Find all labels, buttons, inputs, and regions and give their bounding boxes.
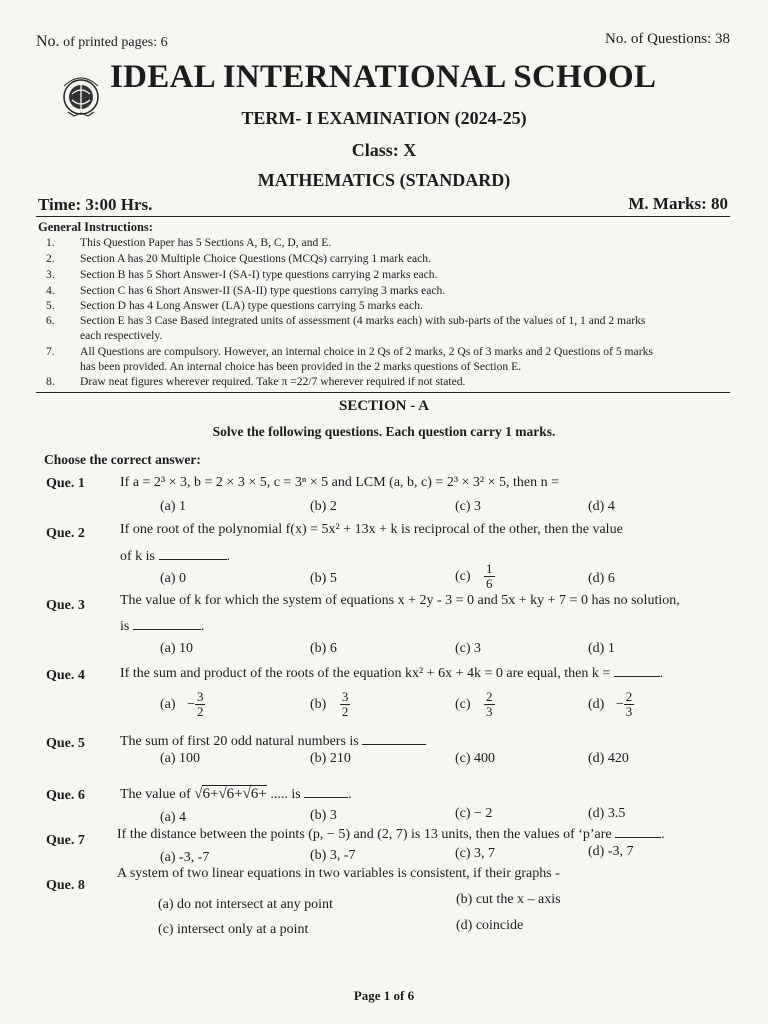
question-text: If one root of the polynomial f(x) = 5x² + 13x + k is reciprocal of the other, then the value — [120, 522, 623, 537]
question-text: If the distance between the points (p, − 5) and (2, 7) is 13 units, then the values of ‘p’are . — [117, 827, 665, 842]
question-number: Que. 4 — [46, 668, 85, 683]
fraction: $\frac{3}{2}$ — [196, 689, 204, 720]
question-number: Que. 6 — [46, 788, 85, 803]
option-d: (d) coincide — [456, 918, 524, 933]
option-c: (c) 3, 7 — [455, 846, 496, 861]
school-name: IDEAL INTERNATIONAL SCHOOL — [110, 59, 657, 95]
printed-pages-prefix: No. — [36, 33, 60, 50]
answer-blank — [133, 629, 201, 630]
option-b: (b) 6 — [310, 641, 337, 656]
printed-pages-label: of printed pages: 6 — [63, 35, 168, 50]
question-text-continued: of k is . — [120, 549, 230, 564]
exam-page: No. of printed pages: 6 No. of Questions: 38 IDEAL INTERNATIONAL SCHOOL TERM- I EXAMINATION (2024-25) Class: X MATHEMATICS (STANDARD) Time: 3:00 Hrs. M. Marks: 80 General Instructions: 1. This Question Paper has 5 Sections A, B, C, D, and E. 2. Section A has 20 Multiple Choice Questions (MCQs) carrying 1 mark each. 3. Section B has 5 Short Answer-I (SA-I) type questions carrying 2 marks each. 4. Section C has 6 Short Answer-II (SA-II) type questions carrying 3 marks each. 5. Section D has 4 Long Answer (LA) type questions carrying 5 marks each. 6. Section E has 3 Case Based integrated units of assessment (4 marks each) with sub-parts of the values of 1, 1 and 2 marks each respectively. 7. All Questions are compulsory. However, an internal choice in 2 Qs of 2 marks, 2 Qs of 3 marks and 2 Questions of 5 marks has been provided. An internal choice has been provided in the 2 marks questions of Section E. 8. Draw neat figures wherever required. Take π =22/7 wherever required if not stated. SECTION - A Solve the following questions. Each question carry 1 marks. Choose the correct answer: Que. 1 If a = 2³ × 3, b = 2 × 3 × 5, c = 3ⁿ × 5 and LCM (a, b, c) = 2³ × 3² × 5, then n = (a) 1 (b) 2 (c) 3 (d) 4 Que. 2 If one root of the polynomial f(x) = 5x² + 13x + k is reciprocal of the other, then the value of k is . (a) 0 (b) 5 (c) $\frac{1}{6}$ (d) 6 Que. 3 The value of k for which the system of equations x + 2y - 3 = 0 and 5x + ky + 7 = 0 has no solution, is . (a) 10 (b) 6 (c) 3 (d) 1 Que. 4 If the sum and product of the roots of the equation kx² + 6x + 4k = 0 are equal, then k = . (a) − $\frac{3}{2}$ (b) $\frac{3}{2}$ (c) $\frac{2}{3}$ (d) − $\frac{2}{3}$ Que. 5 The sum of first 20 odd natural numbers is (a) 100 (b) 210 (c) 400 (d) 420 Que. 6 The value of √6+√6+√6+ ..... is . (a) 4 (b) 3 (c) − 2 (d) 3.5 Que. 7 If the distance between the points (p, − 5) and (2, 7) is 13 units, then the values of ‘p’are . (a) -3, -7 (b) 3, -7 (c) 3, 7 (d) -3, 7 Que. 8 A system of two linear equations in two variables is consistent, if their graphs - (a) do not intersect at any point (b) cut the x – axis (c) intersect only at a point (d) coincide Page 1 of 6 — [0, 0, 768, 1024]
question-number: Que. 2 — [46, 526, 85, 541]
fraction: $\frac{2}{3}$ — [625, 689, 633, 720]
question-number: Que. 8 — [46, 878, 85, 893]
option-c: (c) − 2 — [455, 806, 493, 821]
option-c: (c) 3 — [455, 641, 482, 656]
question-text: A system of two linear equations in two variables is consistent, if their graphs - — [117, 866, 560, 881]
option-d: (d) 420 — [588, 751, 629, 766]
answer-blank — [614, 676, 660, 677]
option-d: (d) 1 — [588, 641, 615, 656]
exam-time: Time: 3:00 Hrs. — [38, 195, 153, 214]
answer-blank — [362, 744, 426, 745]
radical-expression: √6+√6+√6+ — [194, 786, 267, 802]
question-text-continued: is . — [120, 619, 205, 634]
option-a: (a) − $\frac{3}{2}$ — [160, 689, 204, 720]
option-a: (a) do not intersect at any point — [158, 897, 333, 912]
section-title: SECTION - A — [338, 398, 430, 414]
option-b: (b) cut the x – axis — [456, 892, 561, 907]
max-marks: M. Marks: 80 — [628, 194, 728, 213]
option-a: (a) 10 — [160, 641, 194, 656]
answer-blank — [304, 797, 348, 798]
section-subtitle: Solve the following questions. Each question carry 1 marks. — [212, 424, 556, 439]
subject-title: MATHEMATICS (STANDARD) — [257, 170, 511, 190]
option-c: (c) 400 — [455, 751, 496, 766]
question-number: Que. 1 — [46, 476, 85, 491]
option-a: (a) 100 — [160, 751, 201, 766]
option-d: (d) 6 — [588, 571, 615, 586]
option-c: (c) intersect only at a point — [158, 922, 309, 937]
fraction: $\frac{3}{2}$ — [341, 689, 349, 720]
option-b: (b) 5 — [310, 571, 337, 586]
instructions-title: General Instructions: — [38, 220, 153, 234]
option-d: (d) -3, 7 — [588, 844, 634, 859]
option-a: (a) 0 — [160, 571, 187, 586]
question-number: Que. 7 — [46, 833, 85, 848]
option-c: (c) $\frac{2}{3}$ — [455, 689, 493, 720]
question-number: Que. 3 — [46, 598, 85, 613]
option-d: (d) 3.5 — [588, 806, 626, 821]
instructions-divider — [36, 392, 730, 393]
fraction: $\frac{1}{6}$ — [486, 561, 493, 592]
choose-instruction: Choose the correct answer: — [44, 452, 201, 467]
option-a: (a) 1 — [160, 499, 187, 514]
question-number: Que. 5 — [46, 736, 85, 751]
question-text: The value of k for which the system of equations x + 2y - 3 = 0 and 5x + ky + 7 = 0 has no solution, — [120, 593, 680, 608]
header-divider — [36, 216, 730, 217]
option-b: (b) 3, -7 — [310, 848, 356, 863]
option-b: (b) 2 — [310, 499, 337, 514]
option-b: (b) 3 — [310, 808, 337, 823]
answer-blank — [159, 559, 227, 560]
question-text: If a = 2³ × 3, b = 2 × 3 × 5, c = 3ⁿ × 5 and LCM (a, b, c) = 2³ × 3² × 5, then n = — [120, 475, 560, 490]
option-d: (d) 4 — [588, 499, 615, 514]
option-a: (a) -3, -7 — [160, 850, 210, 865]
question-text: The value of √6+√6+√6+ ..... is . — [120, 786, 352, 802]
option-c: (c) 3 — [455, 499, 482, 514]
question-text: The sum of first 20 odd natural numbers is — [120, 734, 426, 750]
option-b: (b) $\frac{3}{2}$ — [310, 689, 349, 720]
answer-blank — [615, 837, 661, 838]
page-footer: Page 1 of 6 — [353, 988, 415, 1003]
class-label: Class: X — [351, 140, 417, 160]
question-count: No. of Questions: 38 — [605, 31, 730, 47]
option-d: (d) − $\frac{2}{3}$ — [588, 689, 633, 720]
fraction: $\frac{2}{3}$ — [486, 689, 493, 720]
exam-title: TERM- I EXAMINATION (2024-25) — [241, 108, 527, 128]
printed-pages-note — [36, 33, 168, 51]
question-text: If the sum and product of the roots of the equation kx² + 6x + 4k = 0 are equal, then k = . — [120, 666, 664, 681]
option-b: (b) 210 — [310, 751, 351, 766]
option-c: (c) $\frac{1}{6}$ — [455, 561, 493, 592]
option-a: (a) 4 — [160, 810, 187, 825]
